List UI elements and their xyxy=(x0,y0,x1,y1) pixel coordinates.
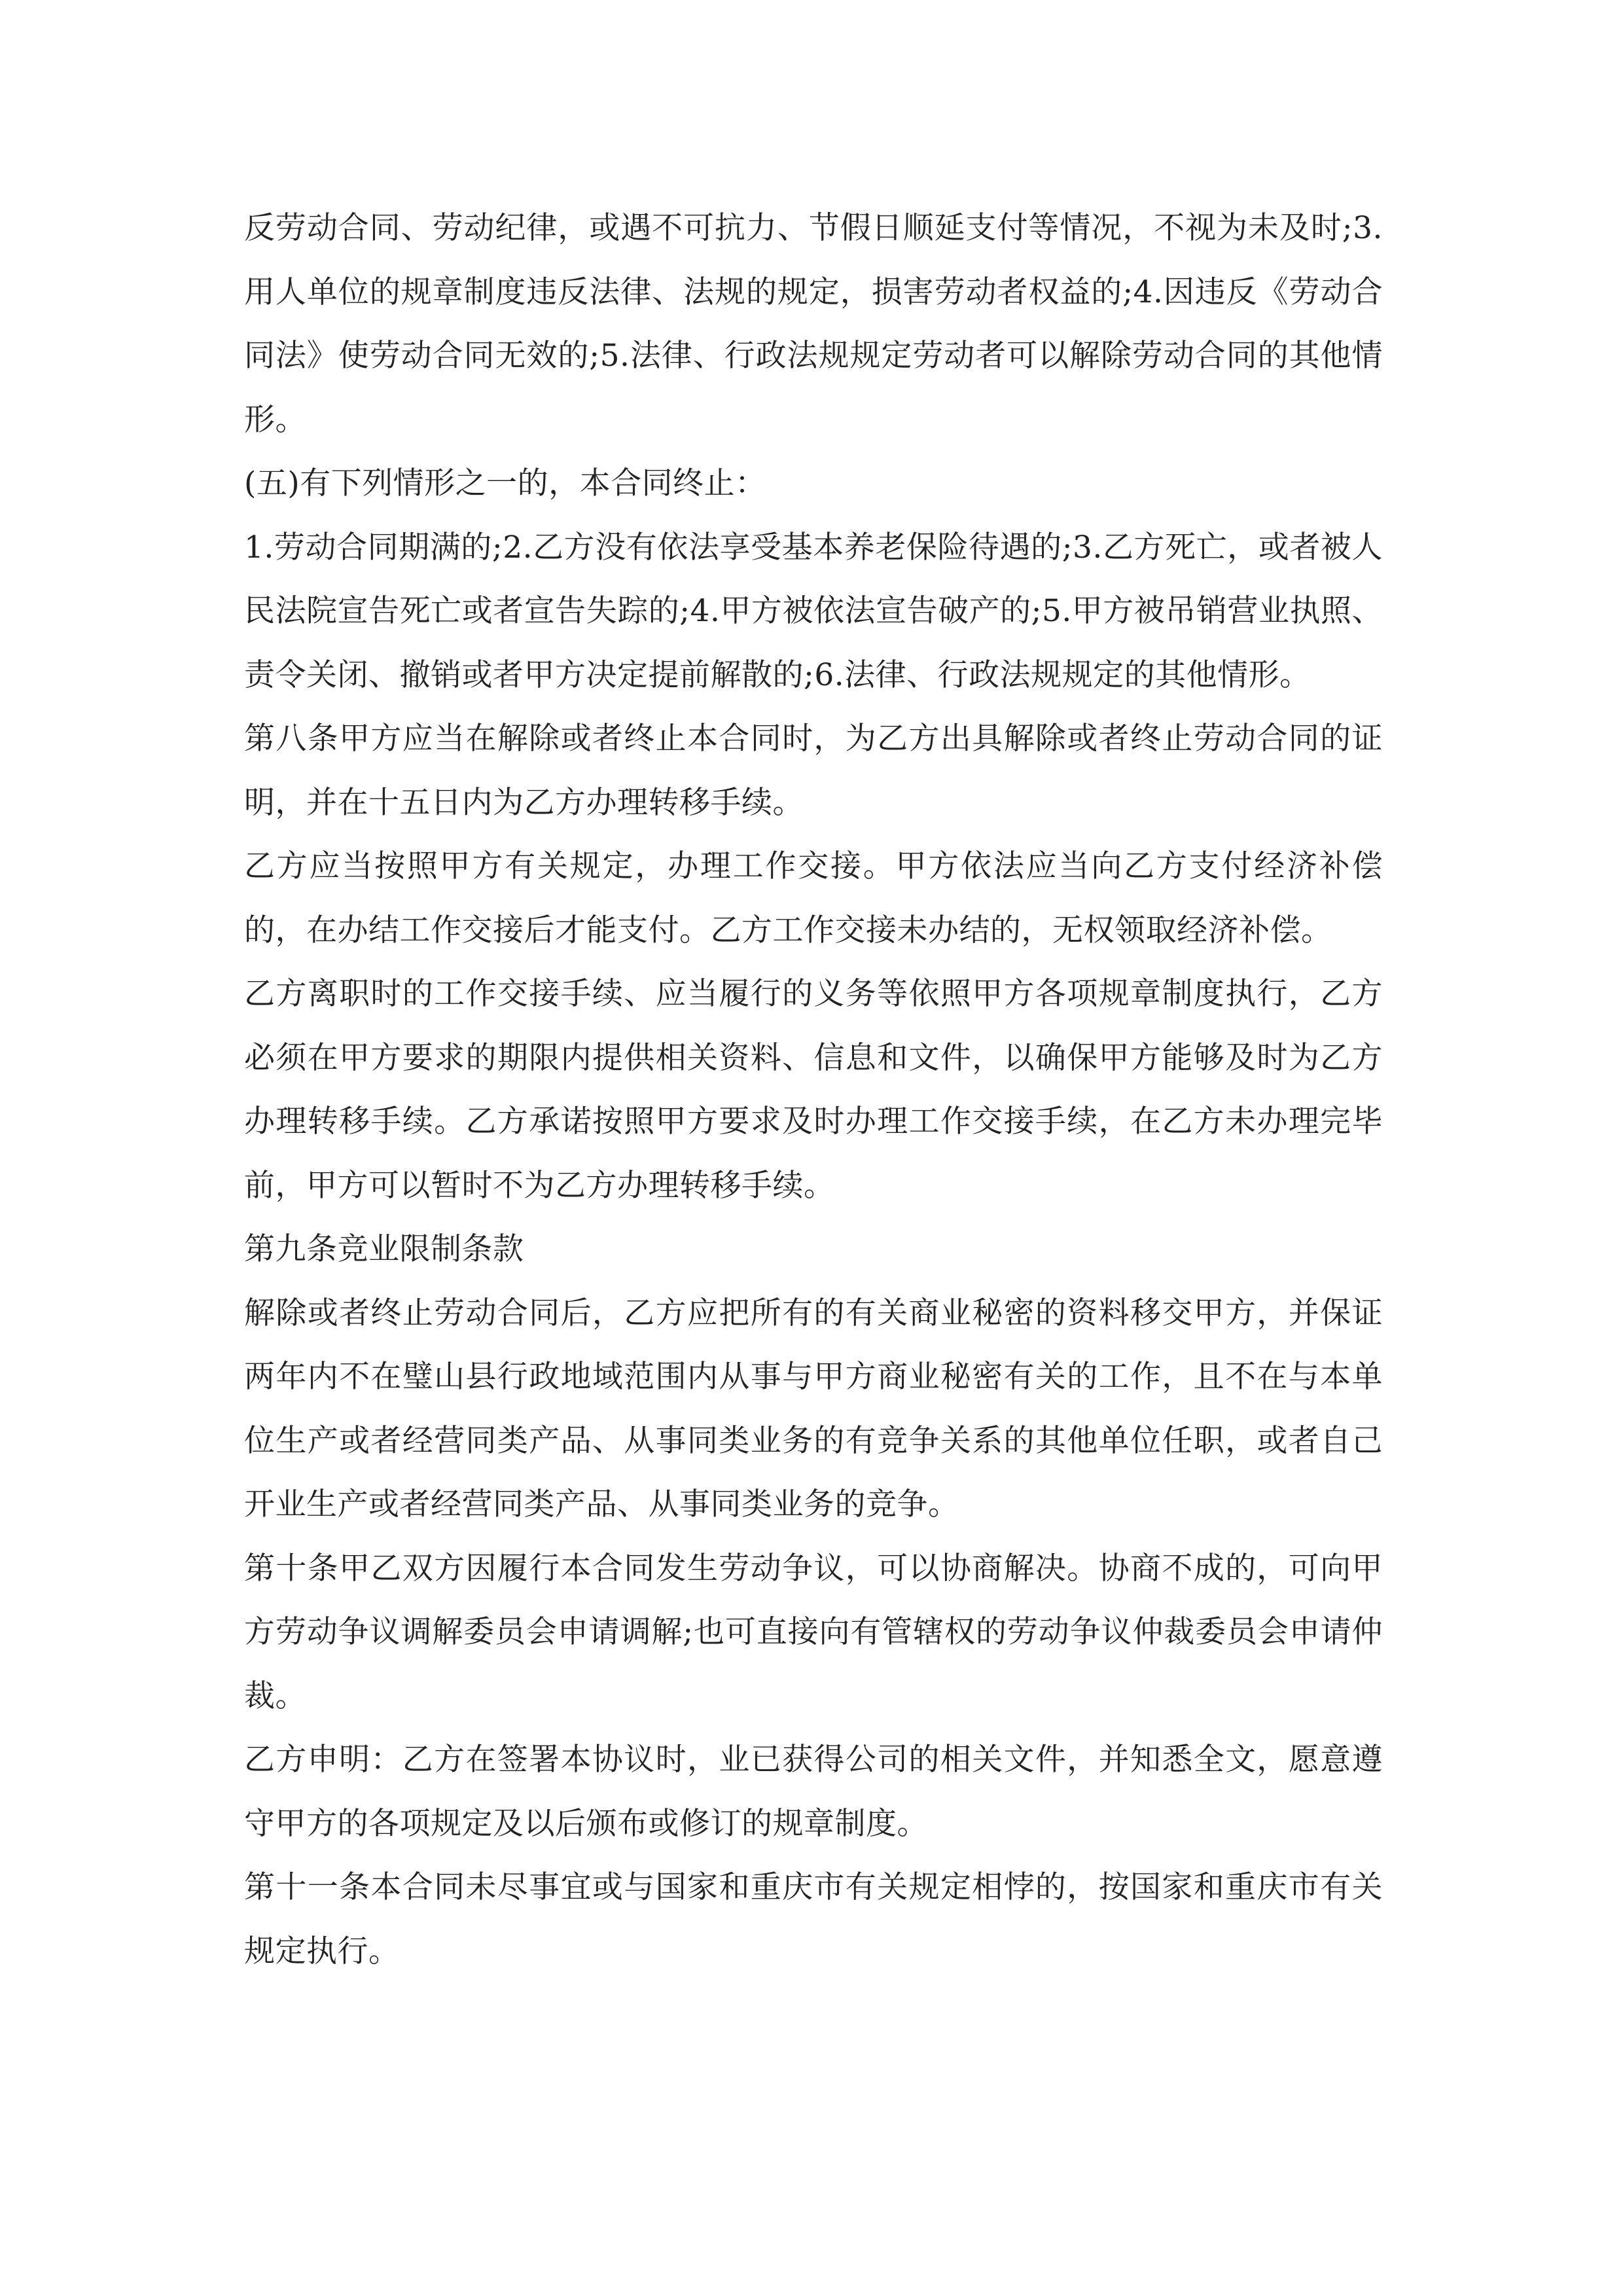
paragraph-article-10: 第十条甲乙双方因履行本合同发生劳动争议，可以协商解决。协商不成的，可向甲方劳动争议调解委员会申请调解;也可直接向有管辖权的劳动争议仲裁委员会申请仲裁。 xyxy=(244,1550,1383,1714)
paragraph-resignation-procedures: 乙方离职时的工作交接手续、应当履行的义务等依照甲方各项规章制度执行，乙方必须在甲方要求的期限内提供相关资料、信息和文件，以确保甲方能够及时为乙方办理转移手续。乙方承诺按照甲方要求及时办理工作交接手续，在乙方未办理完毕前，甲方可以暂时不为乙方办理转移手续。 xyxy=(244,976,1383,1204)
paragraph-termination-rights-continued: 反劳动合同、劳动纪律，或遇不可抗力、节假日顺延支付等情况，不视为未及时;3.用人单位的规章制度违反法律、法规的规定，损害劳动者权益的;4.因违反《劳动合同法》使劳动合同无效的;5.法律、行政法规规定劳动者可以解除劳动合同的其他情形。 xyxy=(244,210,1383,438)
paragraph-employee-declaration: 乙方申明：乙方在签署本协议时，业已获得公司的相关文件，并知悉全文，愿意遵守甲方的各项规定及以后颁布或修订的规章制度。 xyxy=(244,1742,1383,1842)
paragraph-article-9-heading: 第九条竞业限制条款 xyxy=(244,1231,524,1267)
paragraph-contract-end-heading: (五)有下列情形之一的，本合同终止： xyxy=(244,465,766,501)
paragraph-non-compete: 解除或者终止劳动合同后，乙方应把所有的有关商业秘密的资料移交甲方，并保证两年内不在璧山县行政地域范围内从事与甲方商业秘密有关的工作，且不在与本单位生产或者经营同类产品、从事同类业务的有竞争关系的其他单位任职，或者自己开业生产或者经营同类产品、从事同类业务的竞争。 xyxy=(244,1295,1383,1522)
paragraph-contract-end-cases: 1.劳动合同期满的;2.乙方没有依法享受基本养老保险待遇的;3.乙方死亡，或者被人民法院宣告死亡或者宣告失踪的;4.甲方被依法宣告破产的;5.甲方被吊销营业执照、责令关闭、撤销或者甲方决定提前解散的;6.法律、行政法规规定的其他情形。 xyxy=(244,529,1383,693)
paragraph-article-11: 第十一条本合同未尽事宜或与国家和重庆市有关规定相悖的，按国家和重庆市有关规定执行。 xyxy=(244,1869,1383,1969)
paragraph-article-8: 第八条甲方应当在解除或者终止本合同时，为乙方出具解除或者终止劳动合同的证明，并在十五日内为乙方办理转移手续。 xyxy=(244,721,1383,821)
document-body xyxy=(244,196,1383,1983)
paragraph-work-handover: 乙方应当按照甲方有关规定，办理工作交接。甲方依法应当向乙方支付经济补偿的，在办结工作交接后才能支付。乙方工作交接未办结的，无权领取经济补偿。 xyxy=(244,848,1383,948)
